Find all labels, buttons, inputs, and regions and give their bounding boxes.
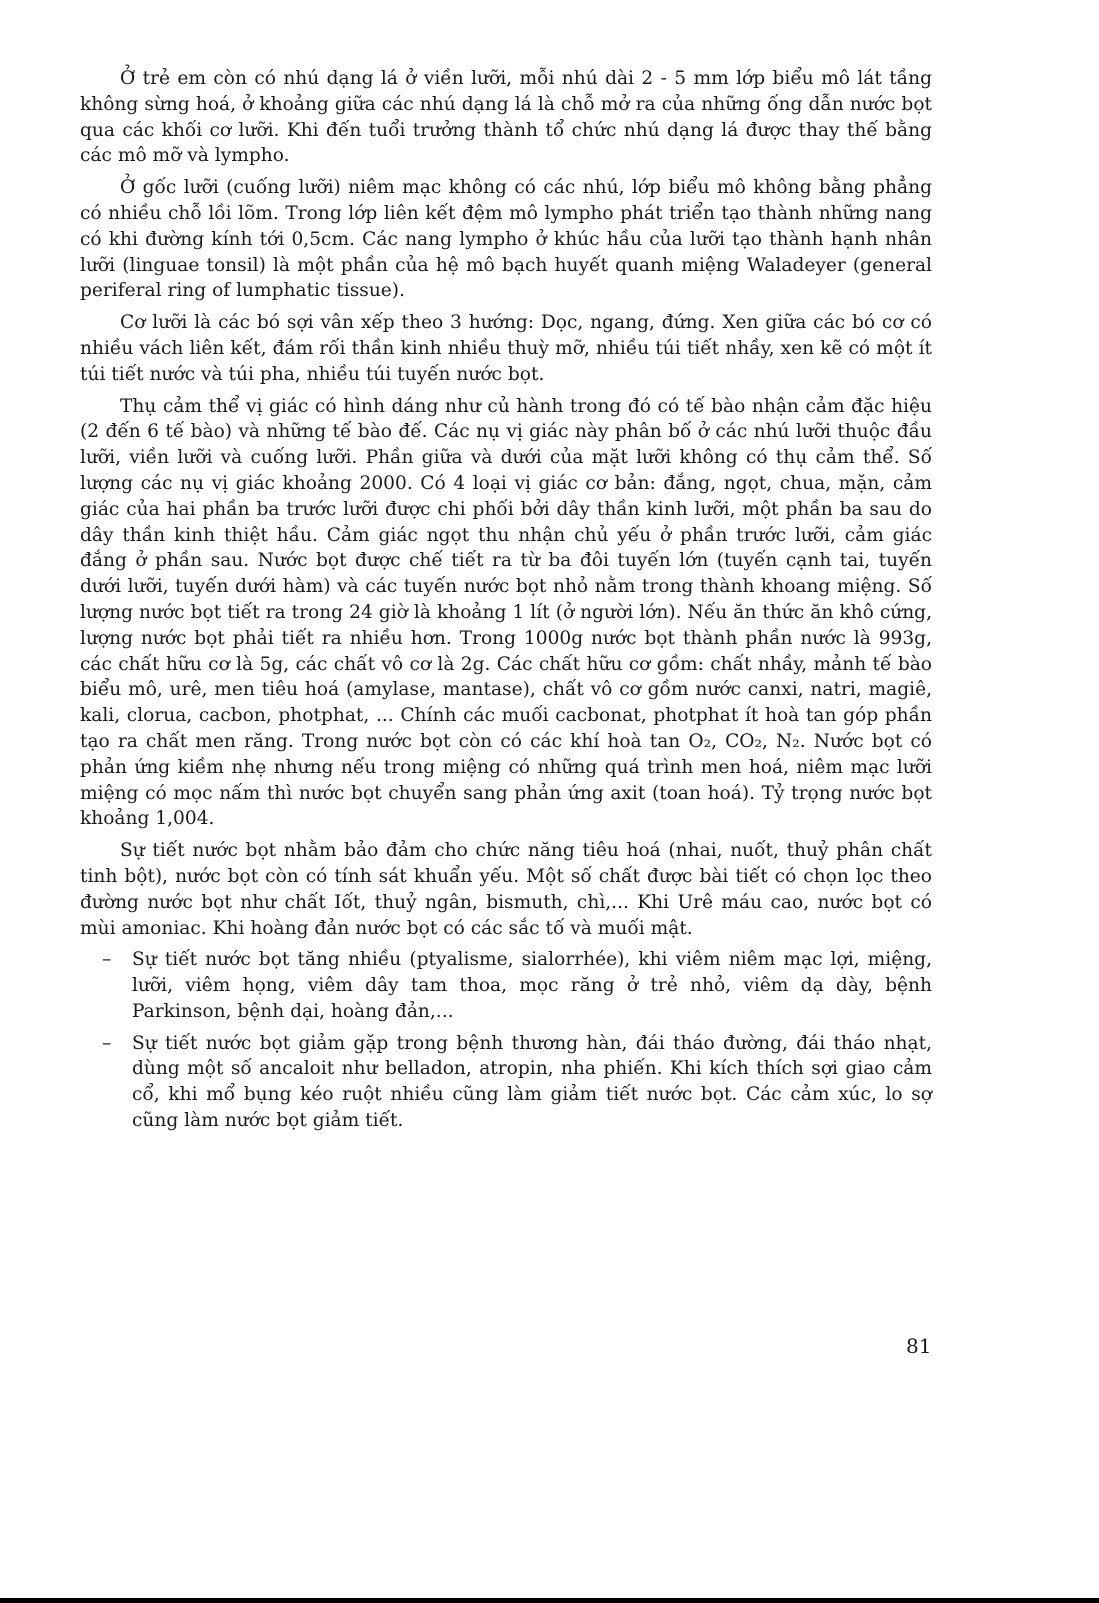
bullet-dash: –: [102, 949, 112, 971]
bullet-list: [80, 947, 932, 1134]
scan-edge-bar: [0, 1598, 1099, 1603]
paragraph-tongue-papillae: Ở trẻ em còn có nhú dạng lá ở viền lưỡi, mỗi nhú dài 2 - 5 mm lớp biểu mô lát tầng không sừng hoá, ở khoảng giữa các nhú dạng lá là chỗ mở ra của những ống dẫn nước bọt qua các khối cơ lưỡi. Khi đến tuổi trưởng thành tổ chức nhú dạng lá được thay thế bằng các mô mỡ và lympho.: [80, 68, 932, 167]
paragraph-tongue-muscle: Cơ lưỡi là các bó sợi vân xếp theo 3 hướng: Dọc, ngang, đứng. Xen giữa các bó cơ có nhiều vách liên kết, đám rối thần kinh nhiều thuỳ mỡ, nhiều túi tiết nhầy, xen kẽ có một ít túi tiết nước và túi pha, nhiều túi tuyến nước bọt.: [80, 312, 932, 385]
page-number: 81: [906, 1334, 932, 1358]
paragraph-saliva-function: Sự tiết nước bọt nhằm bảo đảm cho chức năng tiêu hoá (nhai, nuốt, thuỷ phân chất tinh bột), nước bọt còn có tính sát khuẩn yếu. Một số chất được bài tiết có chọn lọc theo đường nước bọt như chất Iốt, thuỷ ngân, bismuth, chì,... Khi Urê máu cao, nước bọt có mùi amoniac. Khi hoàng đản nước bọt có các sắc tố và muối mật.: [80, 840, 932, 939]
list-item-text: Sự tiết nước bọt tăng nhiều (ptyalisme, sialorrhée), khi viêm niêm mạc lợi, miệng, lưỡi, viêm họng, viêm dây tam thoa, mọc răng ở trẻ nhỏ, viêm dạ dày, bệnh Parkinson, bệnh dại, hoàng đản,...: [132, 949, 932, 1022]
paragraph-tongue-root: Ở gốc lưỡi (cuống lưỡi) niêm mạc không có các nhú, lớp biểu mô không bằng phẳng có nhiều chỗ lồi lõm. Trong lớp liên kết đệm mô lympho phát triển tạo thành những nang có khi đường kính tới 0,5cm. Các nang lympho ở khúc hầu của lưỡi tạo thành hạnh nhân lưỡi (linguae tonsil) là một phần của hệ mô bạch huyết quanh miệng Waladeyer (general periferal ring of lumphatic tissue).: [80, 177, 932, 302]
bullet-dash: –: [102, 1032, 112, 1054]
list-item: [80, 947, 932, 1024]
list-item-text: Sự tiết nước bọt giảm gặp trong bệnh thương hàn, đái tháo đường, đái tháo nhạt, dùng một số ancaloit như belladon, atropin, nha phiến. Khi kích thích sợi giao cảm cổ, khi mổ bụng kéo ruột nhiều cũng làm giảm tiết nước bọt. Các cảm xúc, lo sợ cũng làm nước bọt giảm tiết.: [132, 1032, 932, 1132]
list-item: [80, 1031, 932, 1134]
paragraph-taste-receptors: Thụ cảm thể vị giác có hình dáng như củ hành trong đó có tế bào nhận cảm đặc hiệu (2 đến 6 tế bào) và những tế bào đế. Các nụ vị giác này phân bố ở các nhú lưỡi thuộc đầu lưỡi, viền lưỡi và cuống lưỡi. Phần giữa và dưới của mặt lưỡi không có thụ cảm thể. Số lượng các nụ vị giác khoảng 2000. Có 4 loại vị giác cơ bản: đắng, ngọt, chua, mặn, cảm giác của hai phần ba trước lưỡi được chi phối bởi dây thần kinh lưỡi, một phần ba sau do dây thần kinh thiệt hầu. Cảm giác ngọt thu nhận chủ yếu ở phần trước lưỡi, cảm giác đắng ở phần sau. Nước bọt được chế tiết ra từ ba đôi tuyến lớn (tuyến cạnh tai, tuyến dưới lưỡi, tuyến dưới hàm) và các tuyến nước bọt nhỏ nằm trong thành khoang miệng. Số lượng nước bọt tiết ra trong 24 giờ là khoảng 1 lít (ở người lớn). Nếu ăn thức ăn khô cứng, lượng nước bọt phải tiết ra nhiều hơn. Trong 1000g nước bọt thành phần nước là 993g, các chất hữu cơ là 5g, các chất vô cơ là 2g. Các chất hữu cơ gồm: chất nhầy, mảnh tế bào biểu mô, urê, men tiêu hoá (amylase, mantase), chất vô cơ gồm nước canxi, natri, magiê, kali, clorua, cacbon, photphat, ... Chính các muối cacbonat, photphat ít hoà tan góp phần tạo ra chất men răng. Trong nước bọt còn có các khí hoà tan O₂, CO₂, N₂. Nước bọt có phản ứng kiềm nhẹ nhưng nếu trong miệng có những quá trình men hoá, niêm mạc lưỡi miệng có mọc nấm thì nước bọt chuyển sang phản ứng axit (toan hoá). Tỷ trọng nước bọt khoảng 1,004.: [80, 395, 932, 830]
body-text: [80, 66, 932, 1140]
